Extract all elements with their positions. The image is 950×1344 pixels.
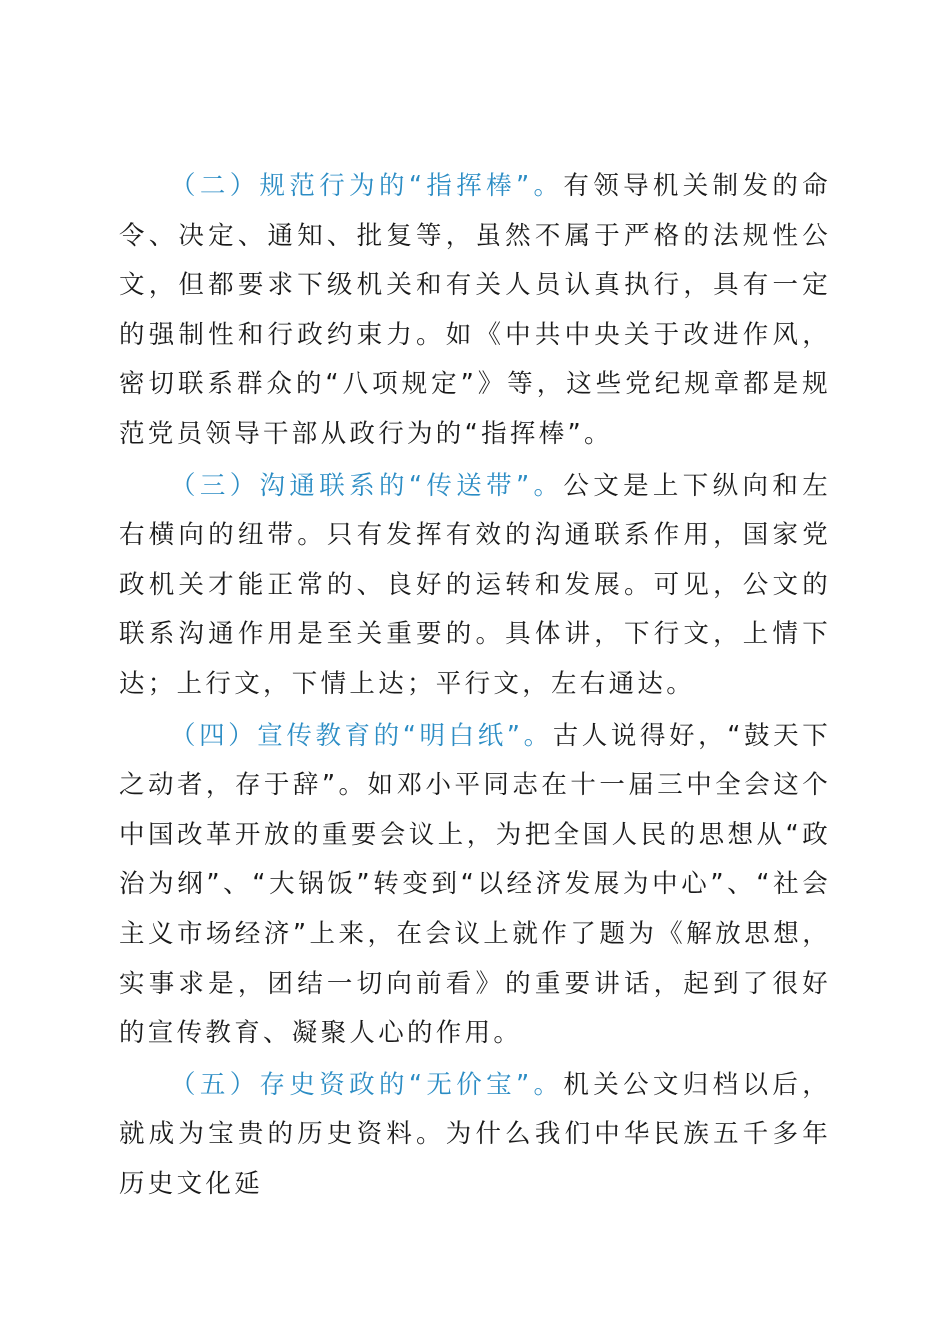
paragraph-5 [119,1061,831,1210]
paragraph-body-2: 有领导机关制发的命令、决定、通知、批复等，虽然不属于严格的法规性公文，但都要求下级机关和有关人员认真执行，具有一定的强制性和行政约束力。如《中共中央关于改进作风，密切联系群众的“八项规定”》等，这些党纪规章都是规范党员领导干部从政行为的“指挥棒”。 [119,171,832,449]
paragraph-body-5: 机关公文归档以后，就成为宝贵的历史资料。为什么我们中华民族五千多年历史文化延 [119,1069,832,1199]
document-page [119,162,831,1209]
section-heading-5: （五）存史资政的“无价宝”。 [170,1069,564,1100]
section-heading-4: （四）宣传教育的“明白纸”。 [170,720,553,751]
section-heading-2: （二）规范行为的“指挥棒”。 [170,171,564,201]
paragraph-body-3: 公文是上下纵向和左右横向的纽带。只有发挥有效的沟通联系作用，国家党政机关才能正常的、良好的运转和发展。可见，公文的联系沟通作用是至关重要的。具体讲，下行文，上情下达；上行文，下情上达；平行文，左右通达。 [119,470,832,699]
paragraph-3 [119,462,831,710]
paragraph-2 [119,162,831,460]
paragraph-body-4: 古人说得好，“鼓天下之动者，存于辞”。如邓小平同志在十一届三中全会这个中国改革开放的重要会议上，为把全国人民的思想从“政治为纲”、“大锅饭”转变到“以经济发展为中心”、“社会主义市场经济”上来，在会议上就作了题为《解放思想，实事求是，团结一切向前看》的重要讲话，起到了很好的宣传教育、凝聚人心的作用。 [119,720,832,1049]
section-heading-3: （三）沟通联系的“传送带”。 [170,470,564,501]
paragraph-4 [119,712,831,1059]
